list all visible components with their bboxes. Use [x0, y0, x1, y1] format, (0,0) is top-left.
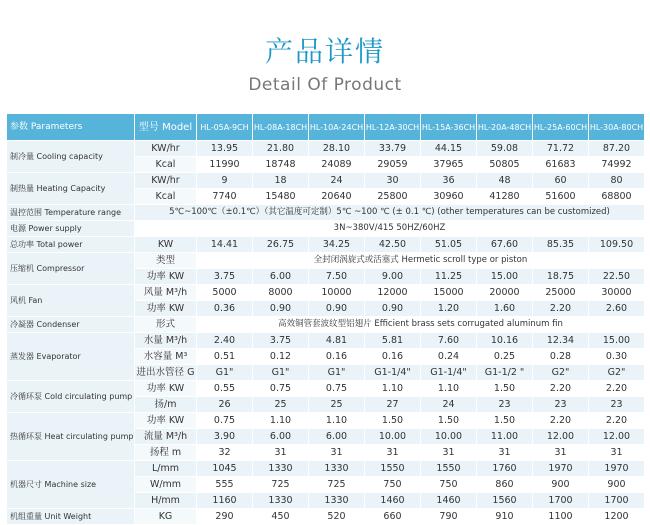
- value-cell: 20640: [309, 189, 365, 205]
- value-cell: G1": [197, 365, 253, 381]
- value-cell: 0.75: [197, 413, 253, 429]
- value-cell: 34.25: [309, 237, 365, 253]
- value-cell: 80: [589, 173, 645, 189]
- value-cell: 22.50: [589, 269, 645, 285]
- unit-label: H/mm: [135, 493, 197, 509]
- model-name: HL-12A-30CH: [365, 114, 421, 141]
- value-cell: 13.95: [197, 141, 253, 157]
- value-cell: G1": [309, 365, 365, 381]
- unit-label: KG: [135, 509, 197, 525]
- value-cell: 0.28: [533, 349, 589, 365]
- value-cell: 12.34: [533, 333, 589, 349]
- value-cell: 450: [253, 509, 309, 525]
- value-cell: 725: [253, 477, 309, 493]
- value-cell: 1330: [309, 493, 365, 509]
- value-cell: 25800: [365, 189, 421, 205]
- unit-label: 流量 M³/h: [135, 429, 197, 445]
- table-row: [7, 333, 645, 349]
- value-cell: 50805: [477, 157, 533, 173]
- value-cell: 31: [589, 445, 645, 461]
- value-cell: 3.90: [197, 429, 253, 445]
- value-cell: 59.08: [477, 141, 533, 157]
- value-cell: 31: [533, 445, 589, 461]
- value-cell: 0.90: [253, 301, 309, 317]
- model-name: HL-30A-80CH: [589, 114, 645, 141]
- table-row: [7, 413, 645, 429]
- value-cell: 10.00: [365, 429, 421, 445]
- table-row: [7, 509, 645, 525]
- table-row: [7, 461, 645, 477]
- value-cell: 0.25: [477, 349, 533, 365]
- value-cell: 1460: [421, 493, 477, 509]
- value-cell: 750: [365, 477, 421, 493]
- value-cell: 6.00: [309, 429, 365, 445]
- param-label: 冷凝器 Condenser: [7, 317, 135, 333]
- unit-label: KW/hr: [135, 173, 197, 189]
- value-cell: 1970: [589, 461, 645, 477]
- value-cell: 14.41: [197, 237, 253, 253]
- value-cell: 1550: [365, 461, 421, 477]
- spanned-value: 5℃~100℃（±0.1℃）（其它温度可定制）5℃ ~100 ℃ (± 0.1 ℃) (other temperatures can be customized): [135, 205, 645, 221]
- value-cell: 10.16: [477, 333, 533, 349]
- unit-label: 水容量 M³: [135, 349, 197, 365]
- header-row: [7, 114, 645, 141]
- param-label: 风机 Fan: [7, 285, 135, 317]
- value-cell: 29059: [365, 157, 421, 173]
- value-cell: 71.72: [533, 141, 589, 157]
- value-cell: 27: [365, 397, 421, 413]
- value-cell: 12000: [365, 285, 421, 301]
- value-cell: 0.51: [197, 349, 253, 365]
- unit-label: 进出水管径 G: [135, 365, 197, 381]
- value-cell: 0.36: [197, 301, 253, 317]
- value-cell: 1.20: [421, 301, 477, 317]
- param-label: 机组重量 Unit Weight: [7, 509, 135, 525]
- model-name: HL-25A-60CH: [533, 114, 589, 141]
- value-cell: 48: [477, 173, 533, 189]
- model-name: HL-15A-36CH: [421, 114, 477, 141]
- value-cell: 24: [421, 397, 477, 413]
- value-cell: 2.20: [533, 381, 589, 397]
- table-row: [7, 317, 645, 333]
- value-cell: 25: [309, 397, 365, 413]
- unit-label: 形式: [135, 317, 197, 333]
- param-label: 蒸发器 Evaporator: [7, 333, 135, 381]
- value-cell: 0.90: [309, 301, 365, 317]
- unit-label: 风量 M³/h: [135, 285, 197, 301]
- value-cell: 24: [309, 173, 365, 189]
- value-cell: 0.16: [309, 349, 365, 365]
- value-cell: 660: [365, 509, 421, 525]
- value-cell: 23: [589, 397, 645, 413]
- value-cell: 25000: [533, 285, 589, 301]
- value-cell: 1700: [589, 493, 645, 509]
- value-cell: 0.30: [589, 349, 645, 365]
- model-name: HL-05A-9CH: [197, 114, 253, 141]
- value-cell: 31: [421, 445, 477, 461]
- value-cell: 8000: [253, 285, 309, 301]
- value-cell: 36: [421, 173, 477, 189]
- unit-label: Kcal: [135, 157, 197, 173]
- value-cell: 74992: [589, 157, 645, 173]
- value-cell: 109.50: [589, 237, 645, 253]
- value-cell: 1550: [421, 461, 477, 477]
- table-row: [7, 253, 645, 269]
- value-cell: 51.05: [421, 237, 477, 253]
- unit-label: KW/hr: [135, 141, 197, 157]
- value-cell: 1330: [253, 461, 309, 477]
- param-label: 总功率 Total power: [7, 237, 135, 253]
- value-cell: 31: [365, 445, 421, 461]
- value-cell: G2": [533, 365, 589, 381]
- value-cell: 7.50: [309, 269, 365, 285]
- value-cell: 1200: [589, 509, 645, 525]
- value-cell: 1.60: [477, 301, 533, 317]
- unit-label: 类型: [135, 253, 197, 269]
- table-row: [7, 173, 645, 189]
- value-cell: 15000: [421, 285, 477, 301]
- param-label: 机器尺寸 Machine size: [7, 461, 135, 509]
- value-cell: 60: [533, 173, 589, 189]
- model-name: HL-20A-48CH: [477, 114, 533, 141]
- value-cell: 26.75: [253, 237, 309, 253]
- value-cell: 11990: [197, 157, 253, 173]
- value-cell: 20000: [477, 285, 533, 301]
- value-cell: 520: [309, 509, 365, 525]
- value-cell: 31: [477, 445, 533, 461]
- value-cell: 31: [253, 445, 309, 461]
- value-cell: 2.20: [533, 301, 589, 317]
- value-cell: 10.00: [421, 429, 477, 445]
- value-cell: 900: [533, 477, 589, 493]
- value-cell: 900: [589, 477, 645, 493]
- value-cell: 725: [309, 477, 365, 493]
- value-cell: 31: [309, 445, 365, 461]
- value-cell: 23: [533, 397, 589, 413]
- spec-table: [6, 113, 645, 525]
- value-cell: 30000: [589, 285, 645, 301]
- value-cell: 26: [197, 397, 253, 413]
- value-cell: 32: [197, 445, 253, 461]
- value-cell: 30: [365, 173, 421, 189]
- value-cell: 15.00: [477, 269, 533, 285]
- value-cell: 10000: [309, 285, 365, 301]
- value-cell: 1.10: [309, 413, 365, 429]
- value-cell: 11.25: [421, 269, 477, 285]
- value-cell: 3.75: [197, 269, 253, 285]
- value-cell: 7740: [197, 189, 253, 205]
- value-cell: 3.75: [253, 333, 309, 349]
- value-cell: 21.80: [253, 141, 309, 157]
- value-cell: 12.00: [533, 429, 589, 445]
- value-cell: 910: [477, 509, 533, 525]
- table-row: [7, 285, 645, 301]
- unit-label: Kcal: [135, 189, 197, 205]
- value-cell: 2.20: [533, 413, 589, 429]
- unit-label: 扬程 m: [135, 445, 197, 461]
- value-cell: 1100: [533, 509, 589, 525]
- value-cell: 33.79: [365, 141, 421, 157]
- unit-label: 功率 KW: [135, 301, 197, 317]
- unit-label: L/mm: [135, 461, 197, 477]
- value-cell: 0.16: [365, 349, 421, 365]
- value-cell: 5.81: [365, 333, 421, 349]
- param-label: 压缩机 Compressor: [7, 253, 135, 285]
- param-label: 温控范围 Temperature range: [7, 205, 135, 221]
- value-cell: 0.55: [197, 381, 253, 397]
- value-cell: 4.81: [309, 333, 365, 349]
- value-cell: 61683: [533, 157, 589, 173]
- unit-label: W/mm: [135, 477, 197, 493]
- value-cell: 790: [421, 509, 477, 525]
- value-cell: 67.60: [477, 237, 533, 253]
- value-cell: 750: [421, 477, 477, 493]
- table-row: [7, 237, 645, 253]
- value-cell: 42.50: [365, 237, 421, 253]
- param-label: 制冷量 Cooling capacity: [7, 141, 135, 173]
- value-cell: 290: [197, 509, 253, 525]
- value-cell: 1.50: [421, 413, 477, 429]
- unit-label: KW: [135, 237, 197, 253]
- value-cell: 6.00: [253, 429, 309, 445]
- unit-label: 水量 M³/h: [135, 333, 197, 349]
- value-cell: 2.40: [197, 333, 253, 349]
- value-cell: 87.20: [589, 141, 645, 157]
- param-label: 热循环泵 Heat circulating pump: [7, 413, 135, 461]
- param-label: 制热量 Heating Capacity: [7, 173, 135, 205]
- value-cell: 1560: [477, 493, 533, 509]
- value-cell: 9: [197, 173, 253, 189]
- unit-label: 扬/m: [135, 397, 197, 413]
- value-cell: 37965: [421, 157, 477, 173]
- value-cell: 1.10: [421, 381, 477, 397]
- value-cell: 1760: [477, 461, 533, 477]
- value-cell: 41280: [477, 189, 533, 205]
- value-cell: 2.20: [589, 381, 645, 397]
- value-cell: 1970: [533, 461, 589, 477]
- value-cell: 0.12: [253, 349, 309, 365]
- value-cell: 1.10: [365, 381, 421, 397]
- model-name: HL-08A-18CH: [253, 114, 309, 141]
- value-cell: 1.50: [477, 381, 533, 397]
- value-cell: 12.00: [589, 429, 645, 445]
- model-name: HL-10A-24CH: [309, 114, 365, 141]
- title-chinese: 产品详情: [264, 35, 385, 68]
- param-label: 电源 Power supply: [7, 221, 135, 237]
- model-header: 型号 Model: [135, 114, 197, 141]
- value-cell: 68800: [589, 189, 645, 205]
- value-cell: 85.35: [533, 237, 589, 253]
- value-cell: 1460: [365, 493, 421, 509]
- value-cell: 1330: [253, 493, 309, 509]
- spanned-value: 3N~380V/415 50HZ/60HZ: [135, 221, 645, 237]
- value-cell: 5000: [197, 285, 253, 301]
- value-cell: 1.50: [477, 413, 533, 429]
- value-cell: 1160: [197, 493, 253, 509]
- param-label: 冷循环泵 Cold circulating pump: [7, 381, 135, 413]
- value-cell: G1-1/4": [421, 365, 477, 381]
- table-row: [7, 381, 645, 397]
- value-cell: 1045: [197, 461, 253, 477]
- value-cell: 0.90: [365, 301, 421, 317]
- title-english: Detail Of Product: [248, 75, 402, 95]
- value-cell: 2.20: [589, 413, 645, 429]
- unit-label: 功率 KW: [135, 413, 197, 429]
- spanned-value: 高效铜管套波纹型铝翅片 Efficient brass sets corrugated aluminum fin: [197, 317, 645, 333]
- value-cell: 44.15: [421, 141, 477, 157]
- value-cell: 1.50: [365, 413, 421, 429]
- value-cell: 18.75: [533, 269, 589, 285]
- value-cell: 7.60: [421, 333, 477, 349]
- value-cell: 1330: [309, 461, 365, 477]
- value-cell: G1": [253, 365, 309, 381]
- value-cell: G1-1/2 ": [477, 365, 533, 381]
- unit-label: 功率 KW: [135, 381, 197, 397]
- value-cell: 15480: [253, 189, 309, 205]
- value-cell: 0.75: [309, 381, 365, 397]
- unit-label: 功率 KW: [135, 269, 197, 285]
- value-cell: 28.10: [309, 141, 365, 157]
- value-cell: 1.10: [253, 413, 309, 429]
- value-cell: 1700: [533, 493, 589, 509]
- value-cell: 11.00: [477, 429, 533, 445]
- value-cell: 15.00: [589, 333, 645, 349]
- table-row: [7, 221, 645, 237]
- value-cell: 18748: [253, 157, 309, 173]
- value-cell: 25: [253, 397, 309, 413]
- table-row: [7, 141, 645, 157]
- value-cell: 0.75: [253, 381, 309, 397]
- value-cell: 2.60: [589, 301, 645, 317]
- value-cell: 24089: [309, 157, 365, 173]
- value-cell: 9.00: [365, 269, 421, 285]
- param-header: 参数 Parameters: [7, 114, 135, 141]
- value-cell: 6.00: [253, 269, 309, 285]
- value-cell: 51600: [533, 189, 589, 205]
- value-cell: 0.24: [421, 349, 477, 365]
- value-cell: 18: [253, 173, 309, 189]
- value-cell: G1-1/4": [365, 365, 421, 381]
- value-cell: 860: [477, 477, 533, 493]
- value-cell: G2": [589, 365, 645, 381]
- value-cell: 555: [197, 477, 253, 493]
- value-cell: 23: [477, 397, 533, 413]
- spanned-value: 全封闭涡旋式或活塞式 Hermetic scroll type or piston: [197, 253, 645, 269]
- table-row: [7, 205, 645, 221]
- value-cell: 30960: [421, 189, 477, 205]
